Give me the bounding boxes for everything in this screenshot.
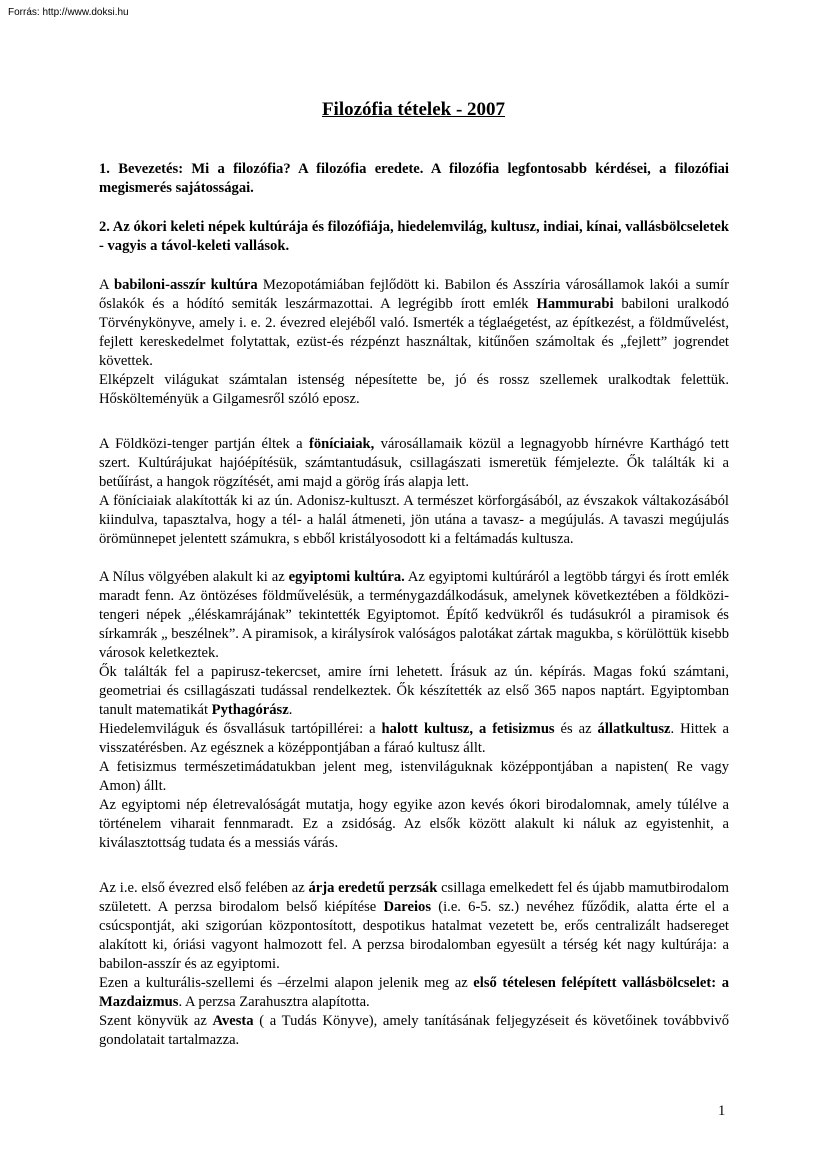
document-body — [99, 160, 729, 1050]
term-pythagorasz: Pythagórász — [211, 702, 289, 718]
paragraph-babilon-1: A babiloni-asszír kultúra Mezopotámiában fejlődött ki. Babilon és Asszíria városállamok lakói a sumír őslakók és a hódító semiták leszármazottai. A legrégibb írott emlék Hammurabi babiloni uralkodó Törvénykönyve, amely i. e. 2. évezred elejéből való. Ismerték a téglaégetést, az építkezést, a földművelést, fejlett kereskedelmet folytattak, ezüst-és rézpénzt használtak, kitűnően számoltak és „fejlett” jogrendet követtek. — [99, 277, 729, 369]
page-number: 1 — [718, 1103, 726, 1119]
paragraph-fonicia-1: A Földközi-tenger partján éltek a föníciaiak, városállamaik közül a legnagyobb hírnévre Karthágó tett szert. Kultúrájukat hajóépítésük, számtantudásuk, csillagászati ismeretük fémjelezte. Ők találták ki a betűírást, a hangok rögzítését, ami majd a görög írás alapja lett. — [99, 436, 730, 490]
term-dareios: Dareios — [383, 899, 432, 915]
term-avesta: Avesta — [212, 1013, 254, 1029]
source-line: Forrás: http://www.doksi.hu — [8, 7, 129, 18]
term-arja-perzsak: árja eredetű perzsák — [308, 880, 438, 896]
paragraph-babilon-2: Elképzelt világukat számtalan istenség népesítette be, jó és rossz szellemek uralkodtak felettük. Hőskölteményük a Gilgamesről szóló eposz. — [99, 372, 729, 407]
paragraph-perzsa-3: Szent könyvük az Avesta ( a Tudás Könyve), amely tanításának feljegyzéseit és követőinek továbbvivő gondolatait tartalmazza. — [99, 1013, 729, 1048]
paragraph-perzsa-1: Az i.e. első évezred első felében az árja eredetű perzsák csillaga emelkedett fel és újabb mamutbirodalom született. A perzsa birodalom belső kiépítése Dareios (i.e. 6-5. sz.) nevéhez fűződik, alatta érte el a csúcspontját, aki szigorúan központosított, despotikus hatalmat vezetett be, erős centralizált hadsereget alakított ki, óriási vagyont halmozott fel. A perzsa birodalomban egyesült a térség két nagy kultúrája: a babilon-asszír és az egyiptomi. — [99, 880, 729, 972]
page-title: Filozófia tételek - 2007 — [321, 99, 506, 120]
section-heading-2: 2. Az ókori keleti népek kultúrája és filozófiája, hiedelemvilág, kultusz, indiai, kínai, vallásbölcseletek - vagyis a távol-keleti vallások. — [99, 219, 729, 254]
paragraph-egyiptom-2: Ők találták fel a papirusz-tekercset, amire írni lehetett. Írásuk az ún. képírás. Magas fokú számtani, geometriai és csillagászati tudással rendelkeztek. Ők készítették az első 365 napos naptárt. Egyiptomban tanult matematikát Pythagórász. — [99, 664, 729, 718]
term-hammurabi: Hammurabi — [536, 296, 614, 312]
term-halott-kultusz: halott kultusz, a fetisizmus — [381, 721, 555, 737]
term-mazdaizmus: első tételesen felépített vallásbölcselet: a Mazdaizmus — [99, 975, 729, 1010]
section-heading-1: 1. Bevezetés: Mi a filozófia? A filozófia eredete. A filozófia legfontosabb kérdései, a filozófiai megismerés sajátosságai. — [99, 161, 729, 196]
paragraph-egyiptom-4: A fetisizmus természetimádatukban jelent meg, istenviláguknak középpontjában a napisten( Re vagy Amon) állt. — [99, 759, 729, 794]
paragraph-perzsa-2: Ezen a kulturális-szellemi és –érzelmi alapon jelenik meg az első tételesen felépített vallásbölcselet: a Mazdaizmus. A perzsa Zarahusztra alapította. — [99, 975, 729, 1010]
paragraph-egyiptom-1: A Nílus völgyében alakult ki az egyiptomi kultúra. Az egyiptomi kultúráról a legtöbb tárgyi és írott emlék maradt fenn. Az öntözéses földművelésük, a terménygazdálkodásuk, amelynek következtében a földközi-tengeri népek „éléskamrájának” tekintették Egyiptomot. Építő kedvükről és tudásukról a piramisok és sírkamrák „ beszélnek”. A piramisok, a királysírok valóságos palotákat zártak magukba, s körülöttük kisebb városok keletkeztek. — [99, 569, 729, 661]
term-egyiptomi-kultura: egyiptomi kultúra. — [288, 569, 405, 585]
term-foniciaiak: föníciaiak, — [308, 436, 375, 452]
term-allatkultusz: állatkultusz — [597, 721, 671, 737]
paragraph-egyiptom-5: Az egyiptomi nép életrevalóságát mutatja, hogy egyike azon kevés ókori birodalomnak, amely túlélve a történelem viharait fennmaradt. Ez a zsidóság. Az elsők között alakult ki náluk az egyistenhit, a kiválasztottság tudata és a messiás várás. — [99, 797, 729, 851]
paragraph-fonicia-2: A föníciaiak alakították ki az ún. Adonisz-kultuszt. A természet körforgásából, az évszakok váltakozásából kiindulva, tapasztalva, hogy a tél- a halál átmeneti, jön utána a tavasz- a megújulás. A tavaszi megújulás örömünnepet jelentett számukra, s ebből kristályosodott ki a feltámadás kultusza. — [99, 493, 729, 547]
paragraph-egyiptom-3: Hiedelemviláguk és ősvallásuk tartópillérei: a halott kultusz, a fetisizmus és az állatkultusz. Hittek a visszatérésben. Az egésznek a középpontjában a fáraó kultusz állt. — [99, 721, 730, 756]
term-babiloni-asszir: babiloni-asszír kultúra — [114, 277, 258, 293]
